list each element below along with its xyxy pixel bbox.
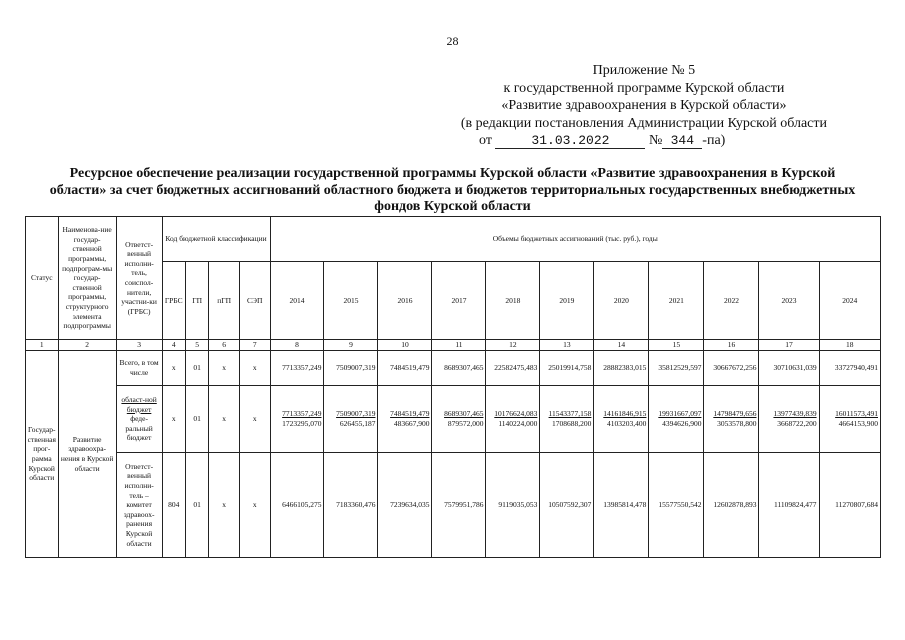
code-cell: 01 (185, 386, 208, 453)
column-number: 2 (58, 340, 116, 351)
program-name-cell: Развитие здравоохра-нения в Курской области (58, 351, 116, 558)
value-federal: 879572,000 (447, 419, 484, 428)
header-year: 2019 (540, 262, 594, 340)
value-cell: 30667672,256 (704, 351, 759, 386)
column-number: 17 (759, 340, 819, 351)
value-regional: 7484519,479 (390, 409, 430, 419)
column-number: 18 (819, 340, 880, 351)
header-budget-code: Код бюджетной классификации (162, 217, 270, 262)
row-label-regional: област-ной бюджет (121, 395, 157, 414)
value-cell (759, 386, 819, 453)
resolution-date-line (479, 133, 725, 149)
value-regional: 8689307,465 (444, 409, 484, 419)
number-prefix: № (648, 133, 663, 148)
value-cell: 33727940,491 (819, 351, 880, 386)
value-regional: 7509007,319 (336, 409, 376, 419)
value-cell: 8689307,465 (432, 351, 486, 386)
value-cell: 11109824,477 (759, 453, 819, 558)
value-federal: 3053578,800 (717, 419, 757, 428)
header-year: 2016 (378, 262, 432, 340)
value-regional: 14161846,915 (603, 409, 647, 419)
code-cell: х (162, 351, 185, 386)
value-cell (594, 386, 649, 453)
code-cell: 804 (162, 453, 185, 558)
header-name: Наименова-ние государ-ственной программы, подпрограм-мы государ-ственной программы, структурного элемента подпрограммы (58, 217, 116, 340)
appendix-line-3: «Развитие здравоохранения в Курской области» (501, 98, 787, 113)
resolution-date: 31.03.2022 (495, 133, 645, 149)
value-federal: 4394626,900 (662, 419, 702, 428)
header-year: 2021 (649, 262, 704, 340)
code-cell: х (239, 351, 270, 386)
header-year: 2020 (594, 262, 649, 340)
header-code-gp: ГП (185, 262, 208, 340)
value-cell (324, 386, 378, 453)
appendix-line-2: к государственной программе Курской области (503, 80, 785, 96)
value-cell: 12602878,893 (704, 453, 759, 558)
column-number: 4 (162, 340, 185, 351)
column-number: 7 (239, 340, 270, 351)
header-status: Статус (26, 217, 59, 340)
column-number: 16 (704, 340, 759, 351)
code-cell: 01 (185, 453, 208, 558)
value-regional: 14798479,656 (713, 409, 757, 419)
value-cell (540, 386, 594, 453)
value-cell: 7509007,319 (324, 351, 378, 386)
value-federal: 1723295,070 (282, 419, 322, 428)
header-year: 2014 (270, 262, 324, 340)
value-cell (270, 386, 324, 453)
value-federal: 1140224,000 (498, 419, 538, 428)
code-cell: х (239, 453, 270, 558)
code-cell: 01 (185, 351, 208, 386)
column-number: 13 (540, 340, 594, 351)
value-cell (649, 386, 704, 453)
value-cell: 7484519,479 (378, 351, 432, 386)
header-year: 2024 (819, 262, 880, 340)
value-cell: 25019914,758 (540, 351, 594, 386)
value-cell: 15577550,542 (649, 453, 704, 558)
column-number: 10 (378, 340, 432, 351)
table-row (26, 453, 881, 558)
row-label: Всего, в том числе (116, 351, 162, 386)
value-cell: 6466105,275 (270, 453, 324, 558)
value-cell (378, 386, 432, 453)
value-cell: 7239634,035 (378, 453, 432, 558)
header-volumes: Объемы бюджетных ассигнований (тыс. руб.), годы (270, 217, 881, 262)
row-label (116, 386, 162, 453)
header-code-pgp: пГП (209, 262, 240, 340)
resolution-number: 344 (662, 133, 702, 149)
value-cell: 13985814,478 (594, 453, 649, 558)
value-federal: 4103203,400 (607, 419, 647, 428)
value-cell (486, 386, 540, 453)
value-regional: 10176624,083 (494, 409, 538, 419)
value-cell (819, 386, 880, 453)
header-year: 2022 (704, 262, 759, 340)
column-number: 6 (209, 340, 240, 351)
table-row (26, 386, 881, 453)
column-number: 8 (270, 340, 324, 351)
code-cell: х (162, 386, 185, 453)
header-year: 2017 (432, 262, 486, 340)
value-regional: 13977439,839 (773, 409, 817, 419)
number-suffix: -па) (702, 133, 726, 148)
column-number: 3 (116, 340, 162, 351)
row-label-federal: феде-ральный бюджет (125, 414, 153, 443)
value-federal: 3668722,200 (777, 419, 817, 428)
appendix-line-4: (в редакции постановления Администрации Курской области (460, 115, 827, 131)
value-regional: 16011573,491 (835, 409, 878, 419)
value-cell: 9119035,053 (486, 453, 540, 558)
column-number: 15 (649, 340, 704, 351)
code-cell: х (209, 351, 240, 386)
value-federal: 4664153,900 (838, 419, 878, 428)
document-title: Ресурсное обеспечение реализации государственной программы Курской области «Развитие здравоохранения в Курской области» за счет бюджетных ассигнований областного бюджета и бюджетов территориальных государственных внебюджетных фондов Курской области (49, 166, 856, 214)
header-year: 2015 (324, 262, 378, 340)
value-federal: 483667,900 (393, 419, 430, 428)
column-number: 1 (26, 340, 59, 351)
header-code-sep: СЭП (239, 262, 270, 340)
value-federal: 1708688,200 (552, 419, 592, 428)
value-cell: 7183360,476 (324, 453, 378, 558)
resource-table (25, 216, 881, 558)
value-regional: 19931667,097 (658, 409, 702, 419)
appendix-header (461, 62, 827, 132)
value-cell: 7579951,786 (432, 453, 486, 558)
date-prefix: от (479, 133, 492, 148)
value-federal: 626455,187 (339, 419, 376, 428)
value-cell (432, 386, 486, 453)
appendix-line-1: Приложение № 5 (592, 63, 696, 78)
header-responsible: Ответст-венный исполни-тель, соиспол-нители, участни-ки (ГРБС) (116, 217, 162, 340)
value-cell: 30710631,039 (759, 351, 819, 386)
value-cell: 28882383,015 (594, 351, 649, 386)
code-cell: х (239, 386, 270, 453)
column-number: 9 (324, 340, 378, 351)
header-code-grbs: ГРБС (162, 262, 185, 340)
column-number: 12 (486, 340, 540, 351)
column-number: 14 (594, 340, 649, 351)
value-cell: 10507592,307 (540, 453, 594, 558)
value-cell: 22582475,483 (486, 351, 540, 386)
value-cell (704, 386, 759, 453)
header-year: 2023 (759, 262, 819, 340)
code-cell: х (209, 453, 240, 558)
value-cell: 11270807,684 (819, 453, 880, 558)
header-year: 2018 (486, 262, 540, 340)
value-cell: 35812529,597 (649, 351, 704, 386)
table-row (26, 351, 881, 386)
row-label: Ответст-венный исполни-тель – комитет здравоох-ранения Курской области (116, 453, 162, 558)
column-number: 5 (185, 340, 208, 351)
page-number: 28 (446, 34, 459, 48)
column-number: 11 (432, 340, 486, 351)
value-regional: 7713357,249 (282, 409, 322, 419)
code-cell: х (209, 386, 240, 453)
value-regional: 11543377,158 (548, 409, 592, 419)
value-cell: 7713357,249 (270, 351, 324, 386)
status-cell: Государ-ственная прог-рамма Курской области (26, 351, 59, 558)
